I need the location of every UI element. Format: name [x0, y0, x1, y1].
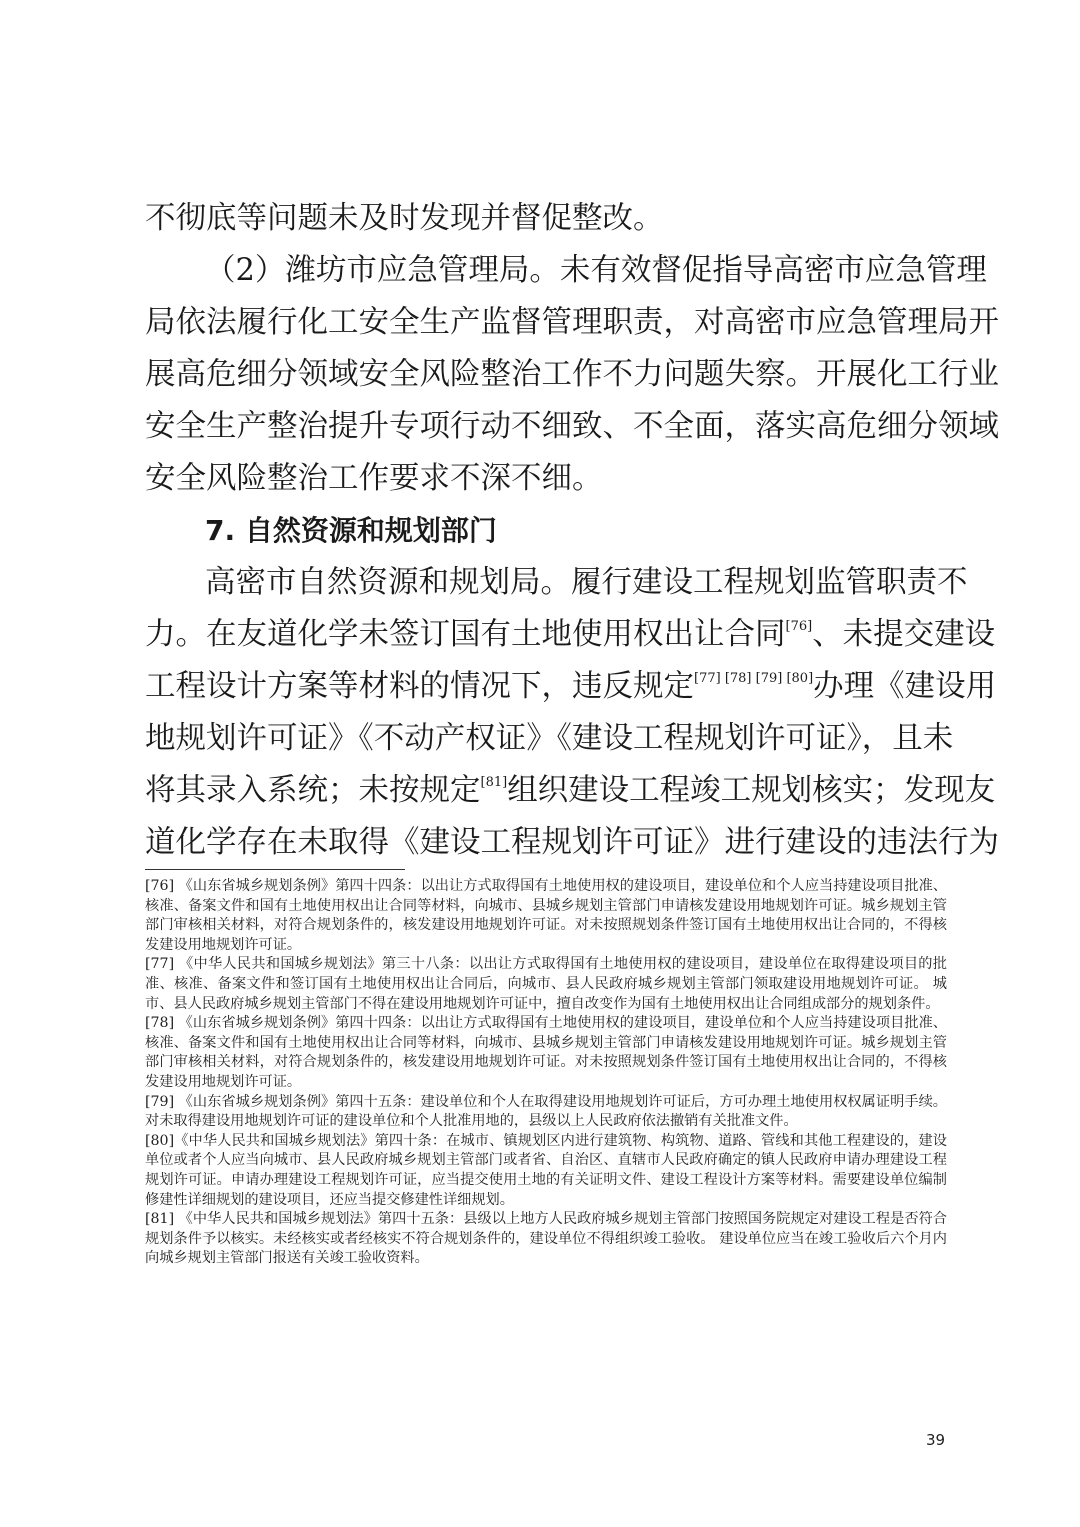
body-line: 局依法履行化工安全生产监督管理职责，对高密市应急管理局开: [145, 305, 999, 340]
footnote-78: [78] 《山东省城乡规划条例》第四十四条：以出让方式取得国有土地使用权的建设项目，建设单位和个人应当持建设项目批准、核准、备案文件和国有土地使用权出让合同等材料，向城市、县城乡规划主管部门申请核发建设用地规划许可证。城乡规划主管部门审核相关材料，对符合规划条件的，核发建设用地规划许可证。对未按照规划条件签订国有土地使用权出让合同的，不得核发建设用地规划许可证。: [145, 1015, 947, 1090]
body-text: 、未提交建设: [812, 617, 996, 652]
body-line: （2）潍坊市应急管理局。未有效督促指导高密市应急管理: [205, 253, 987, 288]
footnote-ref[interactable]: [77] [78] [79] [80]: [694, 671, 814, 686]
body-text: 办理《建设用: [813, 669, 997, 704]
body-line: 地规划许可证》《不动产权证》《建设工程规划许可证》，且未: [145, 721, 954, 756]
body-text: 工程设计方案等材料的情况下，违反规定: [145, 669, 694, 704]
footnote-separator: [145, 869, 405, 870]
body-line: 不彻底等问题未及时发现并督促整改。: [145, 201, 664, 236]
body-text: 组织建设工程竣工规划核实；发现友: [507, 773, 996, 808]
body-line: 展高危细分领域安全风险整治工作不力问题失察。开展化工行业: [145, 357, 999, 392]
footnote-81: [81] 《中华人民共和国城乡规划法》第四十五条：县级以上地方人民政府城乡规划主管部门按照国务院规定对建设工程是否符合规划条件予以核实。未经核实或者经核实不符合规划条件的，建设单位不得组织竣工验收。 建设单位应当在竣工验收后六个月内向城乡规划主管部门报送有关竣工验收资料。: [145, 1211, 947, 1267]
body-text: 将其录入系统；未按规定: [145, 773, 481, 808]
footnote-77: [77] 《中华人民共和国城乡规划法》第三十八条：以出让方式取得国有土地使用权的建设项目，建设单位在取得建设项目的批准、核准、备案文件和签订国有土地使用权出让合同后，向城市、县人民政府城乡规划主管部门领取建设用地规划许可证。 城市、县人民政府城乡规划主管部门不得在建设用地规划许可证中，擅自改变作为国有土地使用权出让合同组成部分的规划条件。: [145, 956, 947, 1012]
footnote-ref[interactable]: [81]: [480, 775, 508, 790]
section-heading: 7. 自然资源和规划部门: [205, 514, 497, 547]
body-line: 道化学存在未取得《建设工程规划许可证》进行建设的违法行为: [145, 825, 999, 860]
page-number: 39: [926, 1431, 946, 1449]
body-line: 高密市自然资源和规划局。履行建设工程规划监管职责不: [205, 565, 968, 600]
footnote-76: [76] 《山东省城乡规划条例》第四十四条：以出让方式取得国有土地使用权的建设项目，建设单位和个人应当持建设项目批准、核准、备案文件和国有土地使用权出让合同等材料，向城市、县城乡规划主管部门申请核发建设用地规划许可证。城乡规划主管部门审核相关材料，对符合规划条件的，核发建设用地规划许可证。对未按照规划条件签订国有土地使用权出让合同的，不得核发建设用地规划许可证。: [145, 878, 947, 953]
footnote-79: [79] 《山东省城乡规划条例》第四十五条：建设单位和个人在取得建设用地规划许可证后，方可办理土地使用权权属证明手续。对未取得建设用地规划许可证的建设单位和个人批准用地的，县级以上人民政府依法撤销有关批准文件。: [145, 1093, 947, 1130]
body-line: [145, 609, 996, 661]
body-text: 力。在友道化学未签订国有土地使用权出让合同: [145, 617, 786, 652]
body-line: 安全生产整治提升专项行动不细致、不全面，落实高危细分领域: [145, 409, 999, 444]
body-line: [145, 661, 997, 713]
footnote-ref[interactable]: [76]: [785, 619, 813, 634]
body-line: 安全风险整治工作要求不深不细。: [145, 461, 603, 496]
body-line: [145, 765, 996, 817]
footnote-80: [80]《中华人民共和国城乡规划法》第四十条：在城市、镇规划区内进行建筑物、构筑物、道路、管线和其他工程建设的，建设单位或者个人应当向城市、县人民政府城乡规划主管部门或者省、自治区、直辖市人民政府确定的镇人民政府申请办理建设工程规划许可证。申请办理建设工程规划许可证，应当提交使用土地的有关证明文件、建设工程设计方案等材料。需要建设单位编制修建性详细规划的建设项目，还应当提交修建性详细规划。: [145, 1132, 947, 1208]
footnotes: [145, 877, 947, 1269]
